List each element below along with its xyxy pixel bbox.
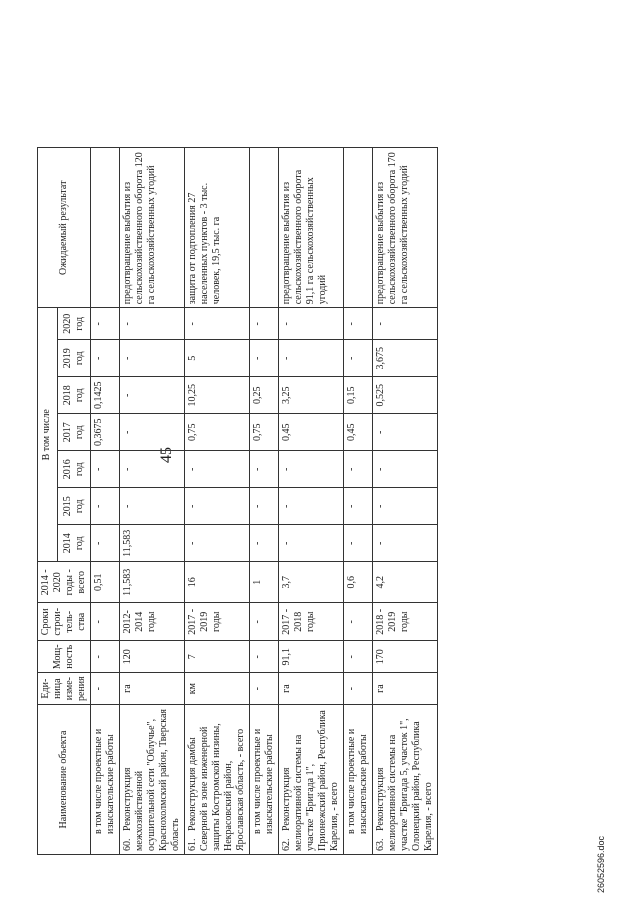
table-body xyxy=(91,148,438,855)
header-year: 2020 год xyxy=(57,308,90,340)
year-value-cell: - xyxy=(120,308,185,340)
total-cell: 0,6 xyxy=(344,562,373,603)
table-row xyxy=(91,148,120,855)
term-cell: 2017 - 2019 годы xyxy=(185,603,250,641)
year-value-cell: - xyxy=(120,340,185,377)
year-value-cell: - xyxy=(344,451,373,488)
term-cell: 2018 - 2019 годы xyxy=(373,603,438,641)
year-value-cell: - xyxy=(279,488,344,525)
result-cell xyxy=(344,148,373,308)
term-cell: 2012-2014 годы xyxy=(120,603,185,641)
year-value-cell: - xyxy=(373,308,438,340)
object-name-cell xyxy=(120,705,185,855)
table-header-row xyxy=(38,148,58,855)
object-name: в том числе проектные и изыскательские работы xyxy=(93,728,116,834)
year-value-cell: - xyxy=(250,308,279,340)
term-cell: 2017 - 2018 годы xyxy=(279,603,344,641)
object-name: в том числе проектные и изыскательские работы xyxy=(252,728,275,834)
year-value-cell: 0,75 xyxy=(185,414,250,451)
year-value-cell: - xyxy=(120,451,185,488)
unit-cell: га xyxy=(279,673,344,705)
header-year: 2017 год xyxy=(57,414,90,451)
year-value-cell: 3,675 xyxy=(373,340,438,377)
unit-cell: - xyxy=(91,673,120,705)
year-value-cell: - xyxy=(344,340,373,377)
year-value-cell: 3,25 xyxy=(279,377,344,414)
year-value-cell: 0,45 xyxy=(279,414,344,451)
unit-cell: км xyxy=(185,673,250,705)
unit-cell: - xyxy=(250,673,279,705)
total-cell: 16 xyxy=(185,562,250,603)
year-value-cell: - xyxy=(279,525,344,562)
table-row xyxy=(279,148,344,855)
year-value-cell: 11,583 xyxy=(120,525,185,562)
object-name-cell xyxy=(91,705,120,855)
row-index: 62. xyxy=(281,838,292,851)
year-value-cell: - xyxy=(373,525,438,562)
header-result: Ожидаемый результат xyxy=(38,148,91,308)
result-cell: защита от подтопления 27 населенных пунктов - 3 тыс. человек, 19,5 тыс. га xyxy=(185,148,250,308)
row-index: 63. xyxy=(375,838,386,851)
year-value-cell: - xyxy=(120,488,185,525)
object-name-cell xyxy=(344,705,373,855)
year-value-cell: - xyxy=(250,488,279,525)
header-capacity: Мощ-ность xyxy=(38,641,91,673)
object-name-cell xyxy=(250,705,279,855)
year-value-cell: 0,1425 xyxy=(91,377,120,414)
total-cell: 3,7 xyxy=(279,562,344,603)
capacity-cell: 120 xyxy=(120,641,185,673)
year-value-cell: - xyxy=(185,308,250,340)
capacity-cell: 91,1 xyxy=(279,641,344,673)
header-year: 2015 год xyxy=(57,488,90,525)
year-value-cell: 0,25 xyxy=(250,377,279,414)
header-year: 2014 год xyxy=(57,525,90,562)
year-value-cell: 5 xyxy=(185,340,250,377)
page-number: 45 xyxy=(158,447,175,463)
year-value-cell: - xyxy=(344,488,373,525)
header-year: 2018 год xyxy=(57,377,90,414)
header-terms: Сроки строи-тель-ства xyxy=(38,603,91,641)
term-cell: - xyxy=(250,603,279,641)
object-name-cell xyxy=(185,705,250,855)
footer-filename: 26052596.doc xyxy=(596,835,606,893)
result-cell: предотвращение выбытия из сельскохозяйственного оборота 91,1 га сельскохозяйственных угодий xyxy=(279,148,344,308)
year-value-cell: - xyxy=(250,451,279,488)
year-value-cell: - xyxy=(185,488,250,525)
year-value-cell: - xyxy=(279,340,344,377)
row-index: 60. xyxy=(122,838,133,851)
result-cell xyxy=(250,148,279,308)
object-name-cell xyxy=(279,705,344,855)
capacity-cell: 7 xyxy=(185,641,250,673)
year-value-cell: - xyxy=(344,525,373,562)
total-cell: 0,51 xyxy=(91,562,120,603)
object-name: Реконструкция мелиоративной системы на участке "Бригада 5, участок 1", Олонецкий район, Республика Карелия, - всего xyxy=(375,718,434,851)
year-value-cell: - xyxy=(185,451,250,488)
year-value-cell: - xyxy=(344,308,373,340)
unit-cell: - xyxy=(344,673,373,705)
row-index: 61. xyxy=(187,838,198,851)
object-name-cell xyxy=(373,705,438,855)
unit-cell: га xyxy=(373,673,438,705)
header-name: Наименование объекта xyxy=(38,705,91,855)
term-cell: - xyxy=(91,603,120,641)
year-value-cell: - xyxy=(185,525,250,562)
year-value-cell: - xyxy=(91,488,120,525)
header-year: 2016 год xyxy=(57,451,90,488)
unit-cell: га xyxy=(120,673,185,705)
header-total: 2014 - 2020 годы - всего xyxy=(38,562,91,603)
object-name: Реконструкция мелиоративной системы на участке "Бригада 1", Прионежский район, Республика Карелия, - всего xyxy=(281,710,340,851)
year-value-cell: 0,3675 xyxy=(91,414,120,451)
table-row xyxy=(120,148,185,855)
year-value-cell: - xyxy=(279,308,344,340)
capacity-cell: 170 xyxy=(373,641,438,673)
year-value-cell: 0,15 xyxy=(344,377,373,414)
capacity-cell: - xyxy=(91,641,120,673)
term-cell: - xyxy=(344,603,373,641)
objects-table xyxy=(37,147,438,855)
year-value-cell: - xyxy=(373,451,438,488)
result-cell: предотвращение выбытия из сельскохозяйственного оборота 120 га сельскохозяйственных угодий xyxy=(120,148,185,308)
result-cell: предотвращение выбытия из сельскохозяйственного оборота 170 га сельскохозяйственных угодий xyxy=(373,148,438,308)
table-row xyxy=(373,148,438,855)
year-value-cell: - xyxy=(250,525,279,562)
year-value-cell: - xyxy=(279,451,344,488)
object-name: Реконструкция дамбы Северной в зоне инженерной защиты Костромской низины, Некрасовский район, Ярославская область, - всего xyxy=(187,723,246,851)
table-row xyxy=(250,148,279,855)
header-unit: Еди-ница изме-рения xyxy=(38,673,91,705)
year-value-cell: - xyxy=(91,340,120,377)
object-name: в том числе проектные и изыскательские работы xyxy=(346,728,369,834)
year-value-cell: 0,75 xyxy=(250,414,279,451)
total-cell: 11,583 xyxy=(120,562,185,603)
header-year: 2019 год xyxy=(57,340,90,377)
total-cell: 1 xyxy=(250,562,279,603)
year-value-cell: - xyxy=(250,340,279,377)
result-cell xyxy=(91,148,120,308)
year-value-cell: - xyxy=(373,488,438,525)
object-name: Реконструкция межхозяйственной осушительной сети "Облучье", Краснохолмский район, Тверская область xyxy=(122,709,181,851)
table-row xyxy=(185,148,250,855)
year-value-cell: - xyxy=(120,414,185,451)
capacity-cell: - xyxy=(250,641,279,673)
year-value-cell: - xyxy=(91,525,120,562)
year-value-cell: 0,45 xyxy=(344,414,373,451)
year-value-cell: - xyxy=(120,377,185,414)
year-value-cell: 10,25 xyxy=(185,377,250,414)
year-value-cell: - xyxy=(91,451,120,488)
table-row xyxy=(344,148,373,855)
capacity-cell: - xyxy=(344,641,373,673)
year-value-cell: 0,525 xyxy=(373,377,438,414)
total-cell: 4,2 xyxy=(373,562,438,603)
header-including: В том числе xyxy=(38,308,58,562)
year-value-cell: - xyxy=(91,308,120,340)
year-value-cell: - xyxy=(373,414,438,451)
